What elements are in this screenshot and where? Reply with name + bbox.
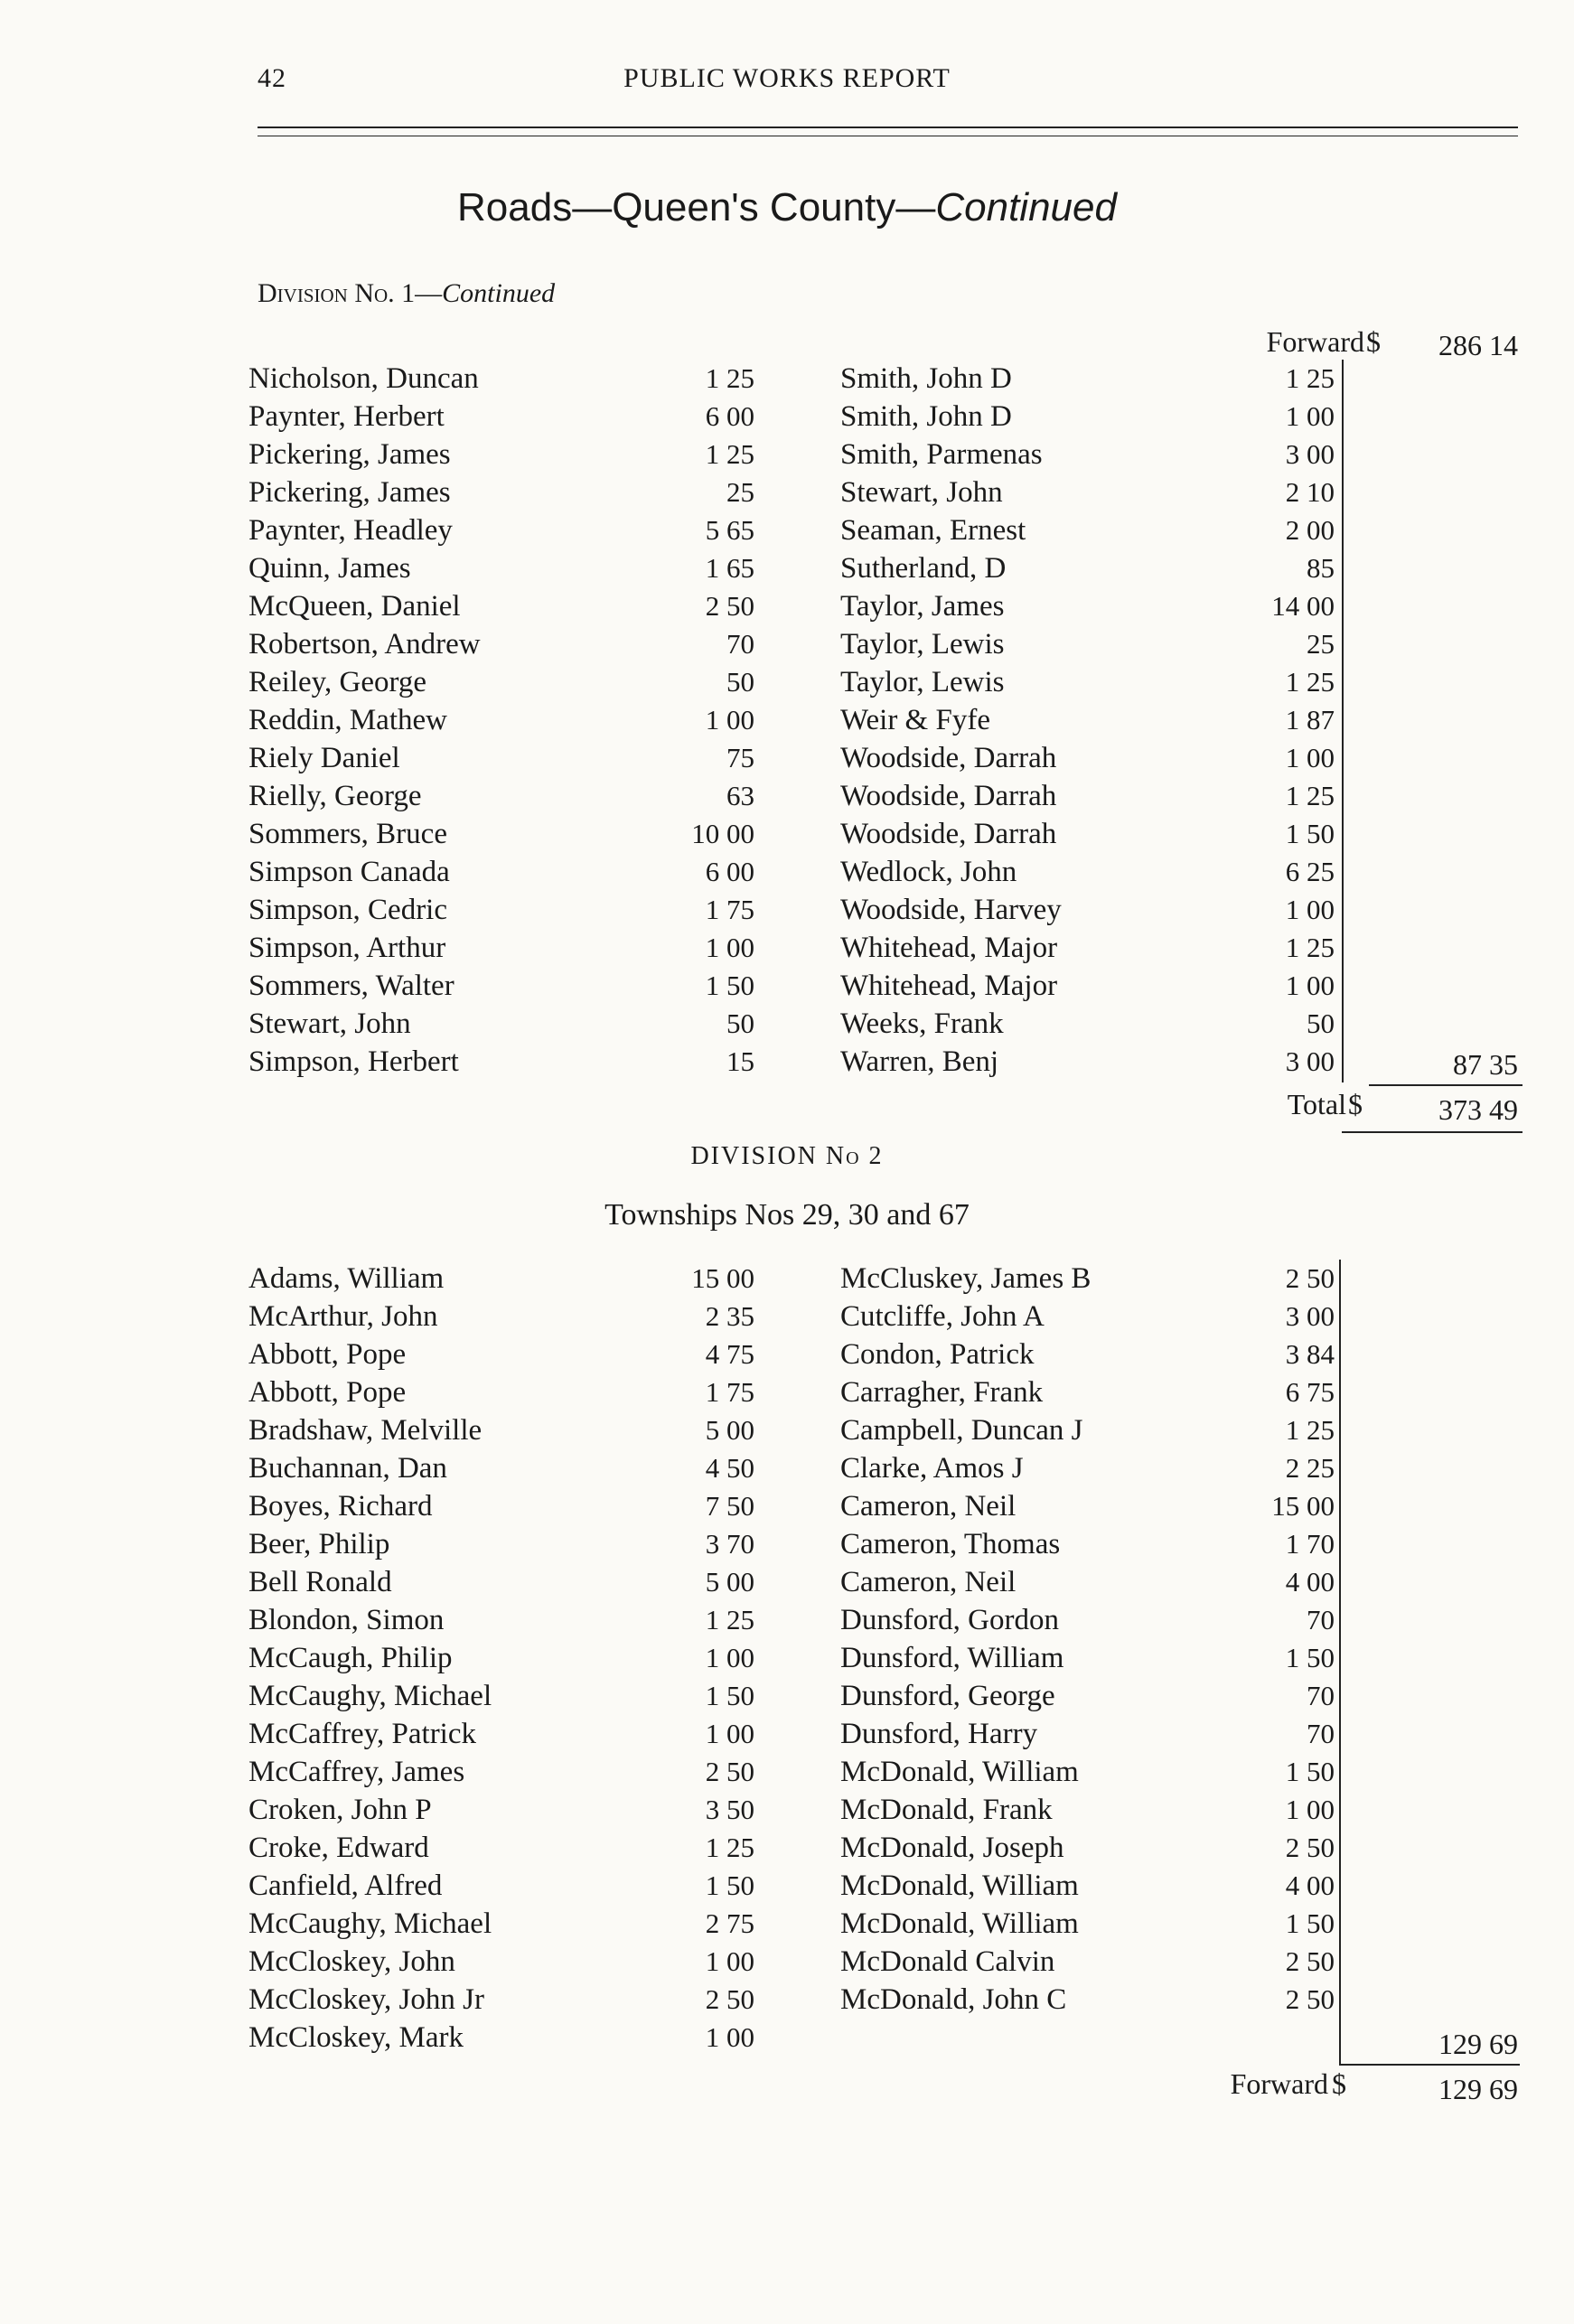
division2-subheading: Townships Nos 29, 30 and 67	[604, 1198, 970, 1232]
division1-subtotal-rule	[1369, 1084, 1522, 1086]
header-rule-top	[258, 127, 1518, 128]
ledger-amount: 2 10	[1285, 476, 1335, 508]
ledger-name: Pickering, James	[248, 476, 451, 509]
ledger-amount: 1 50	[1285, 818, 1335, 849]
ledger-amount: 2 50	[705, 1983, 754, 2015]
ledger-row	[840, 511, 1342, 549]
division1-column-rule	[1342, 360, 1344, 1082]
ledger-name: Cameron, Neil	[840, 1490, 1017, 1523]
ledger-row	[840, 1487, 1342, 1525]
ledger-amount: 3 84	[1285, 1338, 1335, 1370]
ledger-name: McDonald, Frank	[840, 1794, 1053, 1826]
ledger-name: Reiley, George	[248, 666, 427, 698]
division2-left-list	[248, 1260, 754, 2057]
ledger-amount: 3 00	[1285, 438, 1335, 470]
ledger-amount: 1 65	[705, 552, 754, 584]
ledger-row	[248, 1260, 754, 1298]
ledger-name: Simpson, Cedric	[248, 894, 447, 926]
ledger-amount: 3 00	[1285, 1045, 1335, 1077]
ledger-name: Woodside, Darrah	[840, 780, 1057, 812]
ledger-name: Smith, John D	[840, 400, 1012, 433]
ledger-row	[248, 815, 754, 853]
ledger-name: McCaffrey, James	[248, 1756, 465, 1788]
ledger-amount: 5 65	[705, 514, 754, 546]
division1-total-amount: 373 49	[1438, 1093, 1518, 1126]
ledger-amount: 1 25	[705, 362, 754, 394]
ledger-name: Taylor, Lewis	[840, 628, 1005, 661]
ledger-row	[248, 891, 754, 929]
ledger-name: Cutcliffe, John A	[840, 1300, 1045, 1333]
ledger-row	[840, 360, 1342, 398]
ledger-name: Croke, Edward	[248, 1832, 429, 1864]
division1-right-list	[840, 360, 1342, 1081]
ledger-row	[840, 1601, 1342, 1639]
ledger-name: McCluskey, James B	[840, 1262, 1091, 1295]
ledger-row	[248, 398, 754, 436]
ledger-row	[840, 853, 1342, 891]
ledger-row	[840, 1335, 1342, 1373]
ledger-amount: 4 50	[705, 1452, 754, 1484]
ledger-name: Clarke, Amos J	[840, 1452, 1024, 1485]
ledger-row	[248, 1639, 754, 1677]
ledger-name: Sommers, Walter	[248, 970, 454, 1002]
ledger-amount: 2 50	[705, 1756, 754, 1787]
ledger-name: McCloskey, John Jr	[248, 1983, 484, 2016]
ledger-name: Abbott, Pope	[248, 1376, 407, 1409]
ledger-amount: 10 00	[691, 818, 754, 849]
ledger-amount: 1 25	[705, 1604, 754, 1635]
title-continued: Continued	[935, 185, 1117, 230]
ledger-amount: 1 50	[1285, 1642, 1335, 1673]
ledger-name: Wedlock, John	[840, 856, 1017, 888]
ledger-row	[248, 1981, 754, 2019]
ledger-name: Riely Daniel	[248, 742, 400, 774]
division2-heading: DIVISION No 2	[690, 1142, 884, 1170]
ledger-amount: 1 00	[705, 1642, 754, 1673]
ledger-row	[248, 1005, 754, 1043]
ledger-amount: 5 00	[705, 1566, 754, 1598]
ledger-row	[840, 398, 1342, 436]
ledger-amount: 4 00	[1285, 1870, 1335, 1901]
division1-total-label: Total	[1287, 1088, 1346, 1120]
ledger-row	[840, 1639, 1342, 1677]
ledger-name: Adams, William	[248, 1262, 445, 1295]
ledger-amount: 2 50	[1285, 1832, 1335, 1863]
ledger-row	[248, 549, 754, 587]
ledger-name: Cameron, Thomas	[840, 1528, 1061, 1560]
ledger-row	[248, 473, 754, 511]
ledger-row	[248, 625, 754, 663]
ledger-row	[248, 1487, 754, 1525]
ledger-row	[840, 1791, 1342, 1829]
ledger-row	[840, 587, 1342, 625]
ledger-name: Whitehead, Major	[840, 970, 1058, 1002]
ledger-amount: 1 50	[705, 970, 754, 1001]
ledger-name: Warren, Benj	[840, 1045, 999, 1078]
ledger-amount: 50	[726, 666, 754, 698]
ledger-row	[248, 1411, 754, 1449]
ledger-name: McCaughy, Michael	[248, 1907, 492, 1940]
ledger-row	[840, 1677, 1342, 1715]
division1-heading-continued: Continued	[442, 278, 556, 308]
ledger-amount: 2 35	[705, 1300, 754, 1332]
ledger-row	[840, 1005, 1342, 1043]
running-title: PUBLIC WORKS REPORT	[623, 63, 951, 93]
ledger-row	[248, 1753, 754, 1791]
ledger-row	[840, 436, 1342, 473]
ledger-name: Whitehead, Major	[840, 932, 1058, 964]
ledger-name: Sommers, Bruce	[248, 818, 447, 850]
ledger-row	[840, 1829, 1342, 1867]
division2-forward-label: Forward	[1230, 2067, 1328, 2100]
ledger-name: Woodside, Harvey	[840, 894, 1062, 926]
ledger-amount: 1 00	[1285, 400, 1335, 432]
division1-heading-text: Division No. 1—	[258, 278, 443, 308]
ledger-name: Bell Ronald	[248, 1566, 392, 1598]
ledger-row	[248, 1791, 754, 1829]
ledger-amount: 1 50	[1285, 1756, 1335, 1787]
ledger-name: Reddin, Mathew	[248, 704, 447, 736]
ledger-row	[248, 1905, 754, 1943]
ledger-name: Woodside, Darrah	[840, 742, 1057, 774]
ledger-name: Dunsford, Harry	[840, 1718, 1038, 1750]
ledger-amount: 1 50	[705, 1680, 754, 1711]
ledger-row	[840, 473, 1342, 511]
ledger-name: Boyes, Richard	[248, 1490, 433, 1523]
ledger-amount: 1 00	[705, 1945, 754, 1977]
ledger-name: Robertson, Andrew	[248, 628, 481, 661]
ledger-row	[840, 1715, 1342, 1753]
ledger-name: Smith, John D	[840, 362, 1012, 395]
ledger-row	[248, 2019, 754, 2057]
ledger-name: Seaman, Ernest	[840, 514, 1026, 547]
ledger-name: Buchannan, Dan	[248, 1452, 447, 1485]
division1-left-list	[248, 360, 754, 1081]
ledger-amount: 1 70	[1285, 1528, 1335, 1560]
ledger-row	[248, 1335, 754, 1373]
ledger-row	[840, 1260, 1342, 1298]
ledger-name: McDonald, William	[840, 1907, 1079, 1940]
ledger-name: Simpson Canada	[248, 856, 450, 888]
division1-total-currency: $	[1348, 1088, 1363, 1120]
ledger-row	[248, 1829, 754, 1867]
ledger-amount: 6 00	[705, 856, 754, 887]
ledger-amount: 6 25	[1285, 856, 1335, 887]
ledger-name: Dunsford, William	[840, 1642, 1064, 1674]
ledger-row	[840, 1905, 1342, 1943]
ledger-name: McArthur, John	[248, 1300, 438, 1333]
ledger-name: Condon, Patrick	[840, 1338, 1035, 1371]
ledger-row	[840, 1867, 1342, 1905]
division2-subtotal-rule	[1339, 2064, 1520, 2066]
ledger-amount: 1 00	[705, 932, 754, 963]
ledger-row	[248, 587, 754, 625]
ledger-amount: 70	[1307, 1680, 1335, 1711]
ledger-amount: 2 50	[1285, 1983, 1335, 2015]
ledger-name: Taylor, Lewis	[840, 666, 1005, 698]
ledger-amount: 2 50	[1285, 1945, 1335, 1977]
ledger-row	[840, 967, 1342, 1005]
page-number: 42	[258, 63, 286, 93]
ledger-amount: 4 00	[1285, 1566, 1335, 1598]
ledger-row	[248, 1943, 754, 1981]
ledger-row	[248, 511, 754, 549]
ledger-name: Dunsford, George	[840, 1680, 1055, 1712]
ledger-name: Smith, Parmenas	[840, 438, 1043, 471]
ledger-row	[248, 777, 754, 815]
ledger-amount: 1 00	[1285, 742, 1335, 773]
ledger-amount: 5 00	[705, 1414, 754, 1446]
ledger-amount: 1 25	[1285, 666, 1335, 698]
ledger-row	[248, 663, 754, 701]
ledger-name: Taylor, James	[840, 590, 1005, 623]
ledger-row	[840, 549, 1342, 587]
ledger-amount: 1 25	[1285, 362, 1335, 394]
ledger-row	[840, 663, 1342, 701]
ledger-name: Paynter, Headley	[248, 514, 453, 547]
ledger-amount: 1 25	[705, 438, 754, 470]
ledger-amount: 15	[726, 1045, 754, 1077]
ledger-row	[248, 1677, 754, 1715]
ledger-name: Nicholson, Duncan	[248, 362, 479, 395]
ledger-name: Weir & Fyfe	[840, 704, 990, 736]
ledger-row	[840, 1563, 1342, 1601]
ledger-name: McDonald, John C	[840, 1983, 1067, 2016]
ledger-amount: 70	[726, 628, 754, 660]
ledger-name: McCaffrey, Patrick	[248, 1718, 476, 1750]
ledger-amount: 1 00	[1285, 1794, 1335, 1825]
ledger-name: McCaugh, Philip	[248, 1642, 453, 1674]
ledger-name: McDonald, William	[840, 1756, 1079, 1788]
division2-forward-currency: $	[1332, 2067, 1346, 2100]
ledger-amount: 1 00	[705, 1718, 754, 1749]
ledger-amount: 70	[1307, 1718, 1335, 1749]
ledger-row	[248, 1298, 754, 1335]
ledger-row	[248, 1601, 754, 1639]
ledger-amount: 50	[726, 1007, 754, 1039]
ledger-row	[840, 815, 1342, 853]
ledger-name: Carragher, Frank	[840, 1376, 1044, 1409]
ledger-amount: 25	[726, 476, 754, 508]
ledger-amount: 3 70	[705, 1528, 754, 1560]
ledger-amount: 1 25	[1285, 780, 1335, 811]
ledger-row	[840, 1943, 1342, 1981]
division1-heading	[258, 278, 555, 309]
ledger-amount: 1 25	[705, 1832, 754, 1863]
ledger-row	[248, 853, 754, 891]
ledger-amount: 1 25	[1285, 932, 1335, 963]
ledger-name: McQueen, Daniel	[248, 590, 461, 623]
ledger-amount: 2 50	[1285, 1262, 1335, 1294]
ledger-name: Abbott, Pope	[248, 1338, 407, 1371]
ledger-name: Campbell, Duncan J	[840, 1414, 1083, 1447]
ledger-amount: 14 00	[1271, 590, 1335, 622]
ledger-row	[840, 1298, 1342, 1335]
ledger-amount: 1 00	[1285, 970, 1335, 1001]
ledger-row	[248, 1867, 754, 1905]
ledger-name: Woodside, Darrah	[840, 818, 1057, 850]
ledger-amount: 2 25	[1285, 1452, 1335, 1484]
ledger-row	[840, 929, 1342, 967]
ledger-row	[840, 1449, 1342, 1487]
ledger-name: McDonald, Joseph	[840, 1832, 1064, 1864]
ledger-amount: 7 50	[705, 1490, 754, 1522]
ledger-name: Blondon, Simon	[248, 1604, 445, 1636]
ledger-name: Rielly, George	[248, 780, 422, 812]
ledger-row	[840, 739, 1342, 777]
ledger-amount: 1 75	[705, 894, 754, 925]
ledger-amount: 15 00	[691, 1262, 754, 1294]
ledger-amount: 2 75	[705, 1907, 754, 1939]
ledger-row	[248, 1563, 754, 1601]
ledger-name: McCloskey, John	[248, 1945, 455, 1978]
ledger-name: McDonald, William	[840, 1870, 1079, 1902]
ledger-name: Sutherland, D	[840, 552, 1007, 585]
division1-forward-amount: 286 14	[1438, 329, 1518, 361]
ledger-row	[248, 1525, 754, 1563]
ledger-name: McDonald Calvin	[840, 1945, 1055, 1978]
ledger-row	[840, 777, 1342, 815]
division1-forward-currency: $	[1366, 325, 1381, 358]
ledger-name: McCloskey, Mark	[248, 2021, 464, 2054]
ledger-name: Weeks, Frank	[840, 1007, 1004, 1040]
ledger-row	[248, 436, 754, 473]
ledger-name: Cameron, Neil	[840, 1566, 1017, 1598]
ledger-name: Canfield, Alfred	[248, 1870, 443, 1902]
ledger-amount: 2 00	[1285, 514, 1335, 546]
ledger-amount: 70	[1307, 1604, 1335, 1635]
ledger-amount: 6 00	[705, 400, 754, 432]
ledger-row	[840, 1373, 1342, 1411]
ledger-row	[840, 1981, 1342, 2019]
ledger-row	[840, 1411, 1342, 1449]
ledger-amount: 1 75	[705, 1376, 754, 1408]
ledger-row	[248, 701, 754, 739]
division2-forward-amount: 129 69	[1438, 2073, 1518, 2105]
ledger-row	[248, 739, 754, 777]
division1-subtotal: 87 35	[1453, 1048, 1518, 1081]
ledger-row	[248, 1043, 754, 1081]
ledger-row	[248, 360, 754, 398]
ledger-amount: 1 00	[1285, 894, 1335, 925]
ledger-name: McCaughy, Michael	[248, 1680, 492, 1712]
ledger-amount: 2 50	[705, 590, 754, 622]
division2-right-list	[840, 1260, 1342, 2019]
ledger-amount: 4 75	[705, 1338, 754, 1370]
ledger-amount: 85	[1307, 552, 1335, 584]
ledger-amount: 1 00	[705, 2021, 754, 2053]
title-main: Roads—Queen's County—	[457, 185, 936, 230]
ledger-row	[840, 1043, 1342, 1081]
division2-subtotal: 129 69	[1438, 2028, 1518, 2060]
ledger-row	[248, 967, 754, 1005]
ledger-name: Stewart, John	[840, 476, 1003, 509]
ledger-name: Paynter, Herbert	[248, 400, 445, 433]
ledger-row	[840, 701, 1342, 739]
ledger-name: Pickering, James	[248, 438, 451, 471]
division2-column-rule	[1339, 1260, 1341, 2064]
ledger-amount: 3 00	[1285, 1300, 1335, 1332]
ledger-amount: 1 00	[705, 704, 754, 736]
ledger-row	[248, 1373, 754, 1411]
division1-forward-label: Forward	[1266, 325, 1364, 358]
ledger-name: Bradshaw, Melville	[248, 1414, 483, 1447]
page-title	[0, 185, 1574, 230]
ledger-amount: 1 50	[705, 1870, 754, 1901]
ledger-name: Simpson, Herbert	[248, 1045, 459, 1078]
ledger-row	[840, 625, 1342, 663]
ledger-name: Stewart, John	[248, 1007, 411, 1040]
ledger-name: Quinn, James	[248, 552, 411, 585]
division1-total-rule	[1342, 1131, 1522, 1133]
ledger-row	[248, 1449, 754, 1487]
ledger-amount: 75	[726, 742, 754, 773]
ledger-amount: 25	[1307, 628, 1335, 660]
ledger-name: Beer, Philip	[248, 1528, 390, 1560]
ledger-name: Simpson, Arthur	[248, 932, 446, 964]
ledger-row	[248, 1715, 754, 1753]
ledger-amount: 3 50	[705, 1794, 754, 1825]
ledger-amount: 6 75	[1285, 1376, 1335, 1408]
ledger-amount: 63	[726, 780, 754, 811]
ledger-amount: 50	[1307, 1007, 1335, 1039]
ledger-row	[840, 1525, 1342, 1563]
ledger-amount: 15 00	[1271, 1490, 1335, 1522]
ledger-row	[840, 891, 1342, 929]
ledger-amount: 1 50	[1285, 1907, 1335, 1939]
ledger-row	[840, 1753, 1342, 1791]
ledger-amount: 1 87	[1285, 704, 1335, 736]
ledger-row	[248, 929, 754, 967]
ledger-name: Croken, John P	[248, 1794, 432, 1826]
ledger-name: Dunsford, Gordon	[840, 1604, 1059, 1636]
ledger-amount: 1 25	[1285, 1414, 1335, 1446]
